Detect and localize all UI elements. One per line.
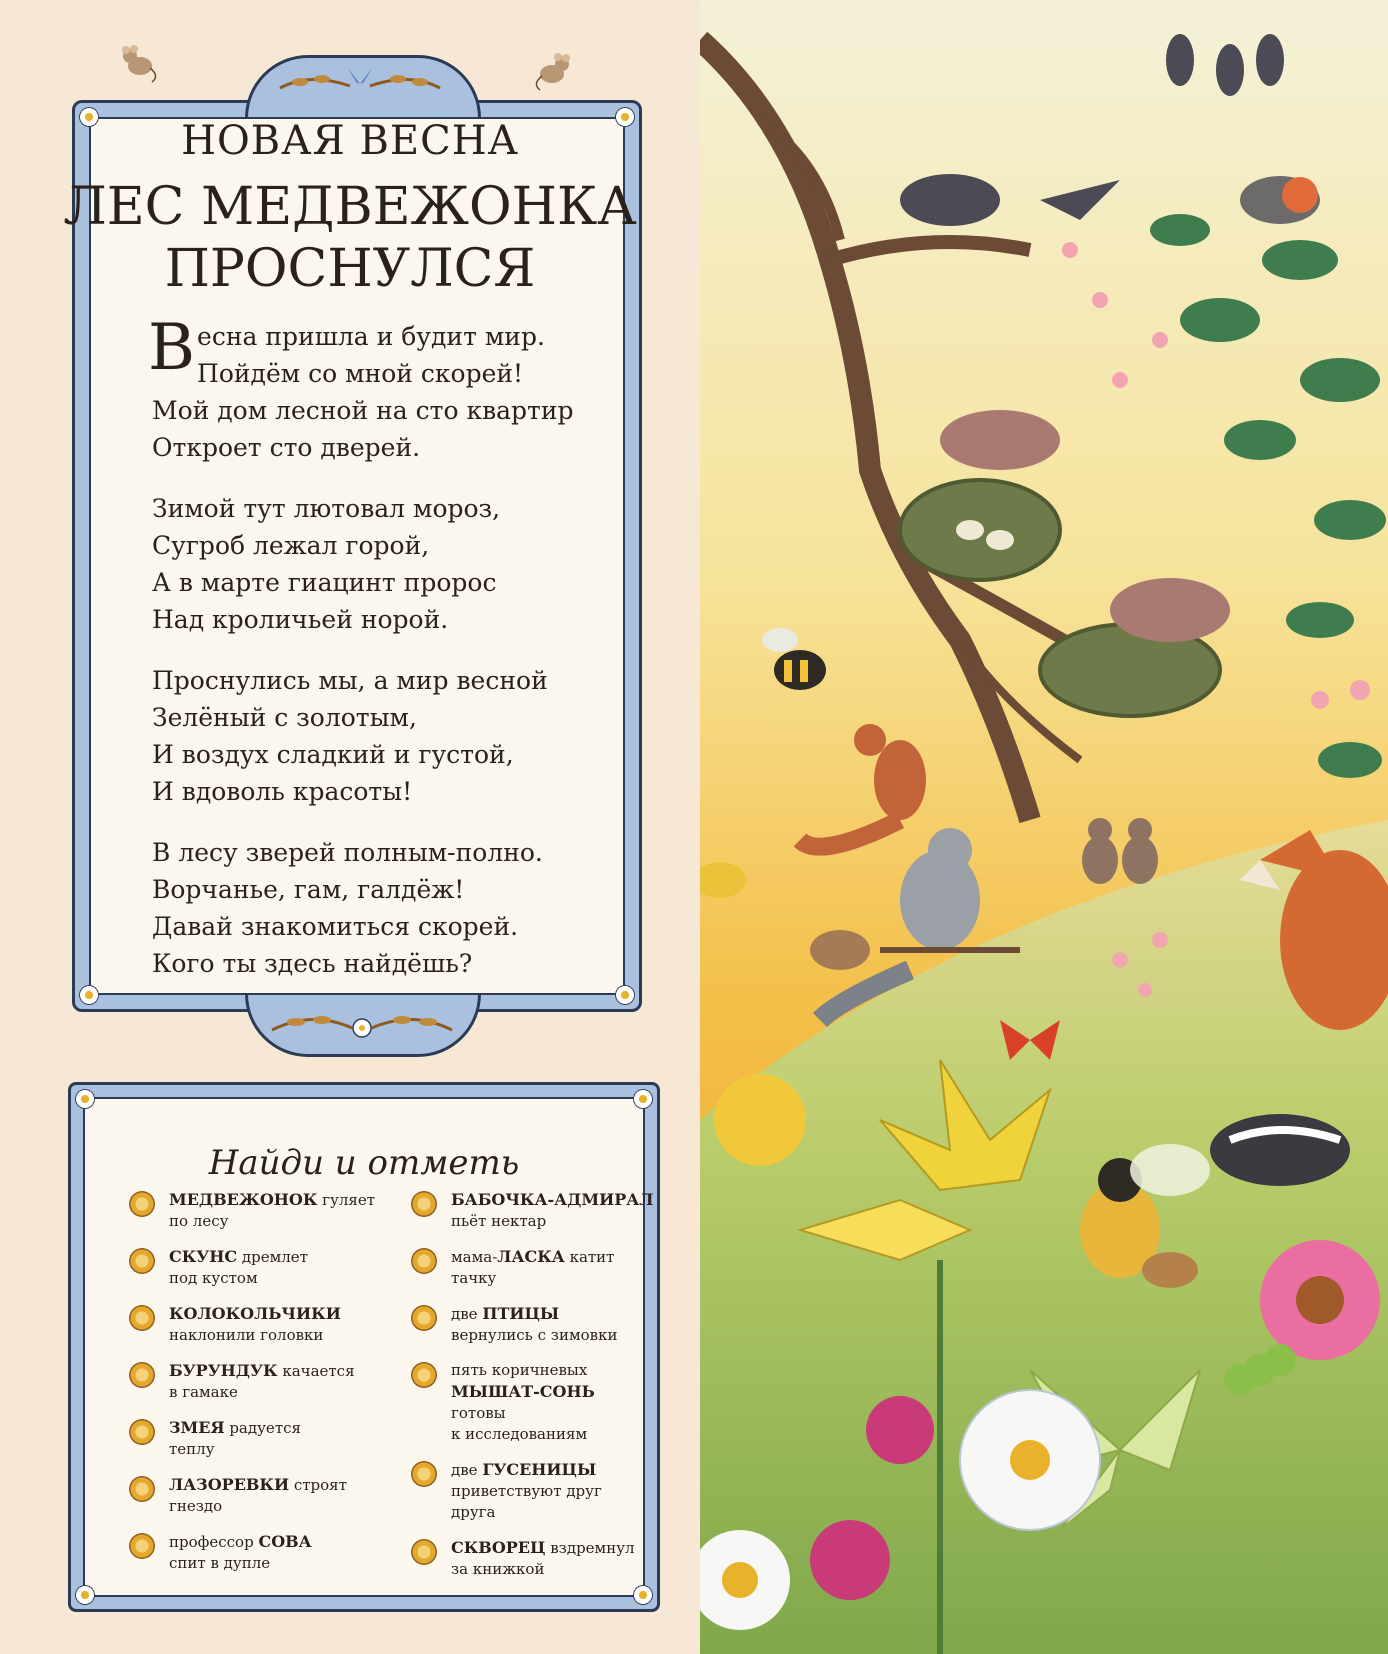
flower-icon [633, 1585, 653, 1605]
poem-line: Зимой тут лютовал мороз, [152, 494, 501, 523]
poem-line: Проснулись мы, а мир весной [152, 666, 548, 695]
poem-title [0, 176, 700, 300]
poem-line: Откроет сто дверей. [152, 433, 421, 462]
item-keyword: БУРУНДУК [169, 1361, 278, 1380]
checklist-item[interactable] [411, 1360, 661, 1445]
item-text: катит [564, 1248, 615, 1266]
find-checklist-panel [83, 1097, 654, 1597]
item-text: гнездо [169, 1497, 223, 1515]
item-text: мама- [451, 1248, 498, 1266]
item-text: радуется [224, 1419, 301, 1437]
poem-line: Над кроличьей норой. [152, 605, 449, 634]
checklist-item[interactable] [129, 1303, 379, 1346]
checklist-item[interactable] [129, 1474, 379, 1517]
poem-line: Зелёный с золотым, [152, 703, 417, 732]
item-text: готовы [451, 1404, 506, 1422]
flower-icon [75, 1585, 95, 1605]
item-keyword: ПТИЦЫ [482, 1304, 560, 1323]
checklist-item[interactable] [129, 1531, 379, 1574]
checkbox-circle-icon[interactable] [129, 1305, 155, 1331]
item-text: качается [277, 1362, 355, 1380]
poem-line: А в марте гиацинт пророс [152, 568, 497, 597]
checklist-item[interactable] [129, 1189, 379, 1232]
item-keyword: ЗМЕЯ [169, 1418, 225, 1437]
item-text: две [451, 1461, 483, 1479]
poem-title-line-2: ПРОСНУЛСЯ [164, 239, 536, 299]
item-text: спит в дупле [169, 1554, 271, 1572]
item-keyword: БАБОЧКА-АДМИРАЛ [451, 1190, 654, 1209]
checkbox-circle-icon[interactable] [129, 1362, 155, 1388]
item-text: друга [451, 1503, 496, 1521]
forest-illustration [700, 0, 1388, 1654]
daisy [960, 1390, 1100, 1530]
poem-line: И вдоволь красоты! [152, 777, 413, 806]
item-text: к исследованиям [451, 1425, 588, 1443]
poem-stanza [152, 490, 612, 638]
item-text: тачку [451, 1269, 497, 1287]
item-text: наклонили головки [169, 1326, 324, 1344]
item-text: гуляет [317, 1191, 376, 1209]
poem-line: есна пришла и будит мир. [197, 322, 545, 351]
item-text: профессор [169, 1533, 259, 1551]
checklist-item[interactable] [129, 1417, 379, 1460]
sparrow [810, 930, 870, 970]
checkbox-circle-icon[interactable] [411, 1539, 437, 1565]
item-text: пять коричневых [451, 1361, 588, 1379]
fern-ornament-bottom [262, 1004, 462, 1054]
item-text: две [451, 1305, 483, 1323]
item-keyword: ГУСЕНИЦЫ [482, 1460, 597, 1479]
skunk [1210, 1114, 1350, 1186]
poem-subtitle: НОВАЯ ВЕСНА [181, 118, 519, 164]
poem-stanza [148, 311, 612, 466]
item-keyword: МЫШАТ-СОНЬ [451, 1382, 595, 1401]
checkbox-circle-icon[interactable] [129, 1248, 155, 1274]
flower-icon [79, 985, 99, 1005]
flower-icon [75, 1089, 95, 1109]
checkbox-circle-icon[interactable] [129, 1191, 155, 1217]
fern-ornament-top [270, 52, 450, 102]
poem-text [148, 311, 612, 1006]
checkbox-circle-icon[interactable] [411, 1248, 437, 1274]
checkbox-circle-icon[interactable] [411, 1461, 437, 1487]
item-text: в гамаке [169, 1383, 238, 1401]
checklist-item[interactable] [411, 1459, 661, 1523]
checklist-column-left [129, 1189, 379, 1588]
checklist-item[interactable] [129, 1246, 379, 1289]
item-text: по лесу [169, 1212, 229, 1230]
robin-bird [1240, 176, 1320, 224]
checklist-item[interactable] [411, 1303, 661, 1346]
item-keyword: СКВОРЕЦ [451, 1538, 546, 1557]
poem-stanza [152, 662, 612, 810]
poem-title-line-1: ЛЕС МЕДВЕЖОНКА [63, 177, 637, 237]
poem-line: И воздух сладкий и густой, [152, 740, 514, 769]
poem-line: Кого ты здесь найдёшь? [152, 949, 473, 978]
item-keyword: КОЛОКОЛЬЧИКИ [169, 1304, 341, 1323]
coneflower [1260, 1240, 1380, 1360]
item-keyword: ЛАСКА [497, 1247, 565, 1266]
mouse-right-icon [530, 44, 580, 92]
checklist-item[interactable] [129, 1360, 379, 1403]
checkbox-circle-icon[interactable] [411, 1191, 437, 1217]
checklist-item[interactable] [411, 1246, 661, 1289]
poem-line: Пойдём со мной скорей! [197, 359, 524, 388]
poem-line: Мой дом лесной на сто квартир [152, 396, 574, 425]
item-text: вздремнул [545, 1539, 635, 1557]
item-keyword: СОВА [258, 1532, 312, 1551]
item-text: дремлет [237, 1248, 308, 1266]
poem-line: Сугроб лежал горой, [152, 531, 430, 560]
checkbox-circle-icon[interactable] [411, 1362, 437, 1388]
item-text: теплу [169, 1440, 215, 1458]
poem-line: Ворчанье, гам, галдёж! [152, 875, 465, 904]
item-keyword: МЕДВЕЖОНОК [169, 1190, 318, 1209]
checklist-item[interactable] [411, 1189, 661, 1232]
flower-icon [615, 985, 635, 1005]
item-text: под кустом [169, 1269, 258, 1287]
poem-stanza [152, 834, 612, 982]
checkbox-circle-icon[interactable] [129, 1419, 155, 1445]
item-text: строят [289, 1476, 347, 1494]
item-keyword: СКУНС [169, 1247, 238, 1266]
find-checklist-frame [68, 1082, 660, 1612]
drop-cap: В [148, 311, 196, 385]
forest-scene [700, 0, 1388, 1654]
checkbox-circle-icon[interactable] [129, 1476, 155, 1502]
item-keyword: ЛАЗОРЕВКИ [169, 1475, 290, 1494]
item-text: пьёт нектар [451, 1212, 547, 1230]
item-text: приветствуют друг [451, 1482, 602, 1500]
checkbox-circle-icon[interactable] [411, 1305, 437, 1331]
poem-line: В лесу зверей полным-полно. [152, 838, 543, 867]
checkbox-circle-icon[interactable] [129, 1533, 155, 1559]
poem-line: Давай знакомиться скорей. [152, 912, 519, 941]
checklist-item[interactable] [411, 1537, 661, 1580]
dandelion [714, 1074, 806, 1166]
item-text: за книжкой [451, 1560, 545, 1578]
checklist-column-right [411, 1189, 661, 1594]
checklist-title: Найди и отметь [208, 1143, 520, 1183]
mouse-left-icon [112, 36, 162, 84]
flower-icon [633, 1089, 653, 1109]
item-text: вернулись с зимовки [451, 1326, 618, 1344]
